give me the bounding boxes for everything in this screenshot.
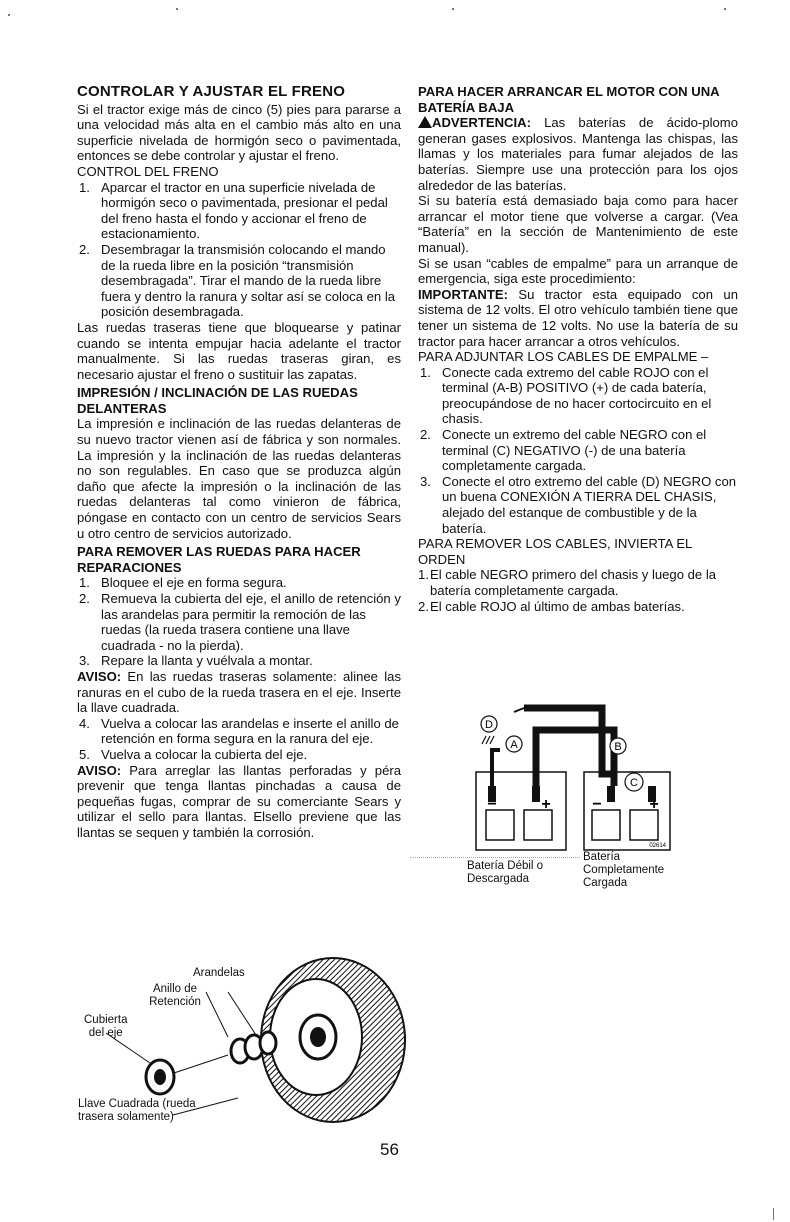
list-item: 1. El cable NEGRO primero del chasis y luego de la batería completamente cargada. [418, 567, 717, 598]
figure-code: 02614 [649, 843, 666, 849]
scan-speck [452, 8, 454, 10]
heading-jump-start: PARA HACER ARRANCAR EL MOTOR CON UNA BATERÍA BAJA [418, 84, 720, 115]
label-square-key: Llave Cuadrada (rueda trasera solamente) [78, 1098, 196, 1123]
notice-rear-wheels: AVISO: En las ruedas traseras solamente: alinee las ranuras en el cubo de la rueda trasera en el eje. Inserte la llave cuadrada. [77, 668, 401, 716]
list-remove-cables [418, 567, 738, 614]
list-item: 2. Desembragar la transmisión colocando el mando de la rueda libre en la posición “transmisión desembragada”. Tirar el mando de la rueda libre fuera y dentro la ranura y soltar así se coloca en la posición desembragada. [79, 241, 396, 320]
label-retaining-ring: Anillo de Retención [149, 983, 201, 1008]
plus-sign-full: + [649, 796, 659, 813]
list-remove-wheels [77, 575, 401, 669]
page-number: 56 [380, 1140, 399, 1159]
label-axle-cover: Cubierta del eje [84, 1014, 128, 1039]
paragraph-low-battery: Si su batería está demasiado baja como para hacer arrancar el motor tiene que volverse a cargar. (Vea “Batería” en la sección de Mantenimiento de este manual). [418, 193, 738, 255]
right-column [418, 84, 738, 614]
heading-remove-wheels: PARA REMOVER LAS RUEDAS PARA HACER REPARACIONES [77, 544, 361, 575]
list-item: 2. Remueva la cubierta del eje, el anillo de retención y las arandelas para permitir la remoción de las ruedas (la rueda trasera contiene una llave cuadrada - no la pierda). [79, 591, 401, 653]
subheading-attach-cables: PARA ADJUNTAR LOS CABLES DE EMPALME – [418, 349, 709, 365]
label-full-battery: Batería Completamente Cargada [583, 851, 665, 889]
paragraph-toe-camber: La impresión e inclinación de las ruedas delanteras de su nuevo tractor vienen así de fábrica y son normales. La impresión y la inclinación de las ruedas delanteras no son regulables. En caso que se produzca algún daño que afecte la impresión o la inclinación de las ruedas delanteras tal como vinieron de fábrica, póngase en contacto con un centro de servicios Sears u otro centro de servicios autorizado. [77, 416, 401, 541]
scan-speck [176, 8, 178, 10]
list-item: 2. El cable ROJO al último de ambas baterías. [418, 598, 685, 614]
list-item: 3. Repare la llanta y vuélvala a montar. [79, 653, 313, 669]
plus-sign-low: + [541, 796, 551, 813]
paragraph-jumper-cables: Si se usan “cables de empalme” para un arranque de emergencia, siga este procedimiento: [418, 255, 738, 287]
scan-speck [773, 1208, 774, 1220]
warning-paragraph: ADVERTENCIA: Las baterías de ácido-plomo generan gases explosivos. Mantenga las chispas, las llamas y los materiales para fumar alejados de las baterías. Siempre use una protección para los ojos alrededor de las baterías. [418, 115, 738, 193]
important-paragraph: IMPORTANTE: Su tractor esta equipado con un sistema de 12 volts. El otro vehículo también tiene que tener un sistema de 12 volts. No use la batería de su tractor para hacer arrancar a otros vehículos. [418, 286, 738, 349]
heading-toe-camber: IMPRESIÓN / INCLINACIÓN DE LAS RUEDAS DELANTERAS [77, 385, 358, 416]
scan-speck [724, 8, 726, 10]
list-item: 5. Vuelva a colocar la cubierta del eje. [79, 746, 308, 762]
subheading-remove-cables: PARA REMOVER LOS CABLES, INVIERTA EL ORDEN [418, 536, 692, 567]
battery-diagram [462, 700, 692, 860]
warning-icon [418, 116, 432, 128]
left-column [77, 84, 401, 841]
ground-symbol [482, 736, 494, 744]
list-item: 3. Conecte el otro extremo del cable (D) NEGRO con un buena CONEXIÓN A TIERRA DEL CHASIS, alejado del estanque de combustible y de la batería. [420, 473, 737, 536]
list-item: 2. Conecte un extremo del cable NEGRO con el terminal (C) NEGATIVO (-) de una batería completamente cargada. [420, 427, 707, 474]
label-washers: Arandelas [193, 967, 245, 979]
list-item: 1. Aparcar el tractor en una superficie nivelada de hormigón seco o pavimentada, presionar el pedal del freno hasta el fondo y accionar el freno de estacionamiento. [79, 179, 388, 242]
subheading-brake-control: CONTROL DEL FRENO [77, 163, 219, 179]
tire [261, 958, 405, 1122]
list-item: 1. Conecte cada extremo del cable ROJO con el terminal (A-B) POSITIVO (+) de cada batería, preocupándose de no hacer cortocircuito en el chasis. [420, 364, 712, 427]
list-reassemble [77, 716, 401, 763]
marker-b: B [614, 741, 622, 753]
list-attach-cables [418, 365, 738, 537]
marker-d: D [485, 719, 493, 731]
marker-c: C [630, 777, 638, 789]
marker-a: A [510, 739, 518, 751]
list-brake-steps [77, 180, 401, 320]
scan-dotted-line [410, 857, 580, 858]
minus-sign-low: − [487, 796, 497, 813]
minus-sign-full: − [592, 796, 602, 813]
heading-brake: CONTROLAR Y AJUSTAR EL FRENO [77, 83, 346, 100]
label-low-battery: Batería Débil o Descargada [467, 860, 544, 885]
paragraph-brake-intro: Si el tractor exige más de cinco (5) pies para pararse a una velocidad más alta en el cambio más alto en una superficie nivelada de hormigón seco o pavimentada, entonces se debe controlar y ajustar el freno. [77, 101, 401, 164]
list-item: 1. Bloquee el eje en forma segura. [79, 575, 287, 591]
paragraph-rear-wheels: Las ruedas traseras tiene que bloquearse y patinar cuando se intenta empujar hacia adelante el tractor manualmente. Si las ruedas traseras giran, es necesario ajustar el freno o sustituir las zapatas. [77, 319, 401, 382]
notice-tire-sealant: AVISO: Para arreglar las llantas perforadas y péra prevenir que tenga llantas pinchadas a causa de pequeñas fugas, comprar de su comerciante Sears y utilizar el sello para llantas. Elsello previene que las llantas se sequen y también la corrosión. [77, 762, 401, 840]
scan-speck [8, 14, 10, 16]
axle-cover [146, 1055, 228, 1094]
list-item: 4. Vuelva a colocar las arandelas e inserte el anillo de retención en forma segura en la ranura del eje. [79, 715, 399, 747]
